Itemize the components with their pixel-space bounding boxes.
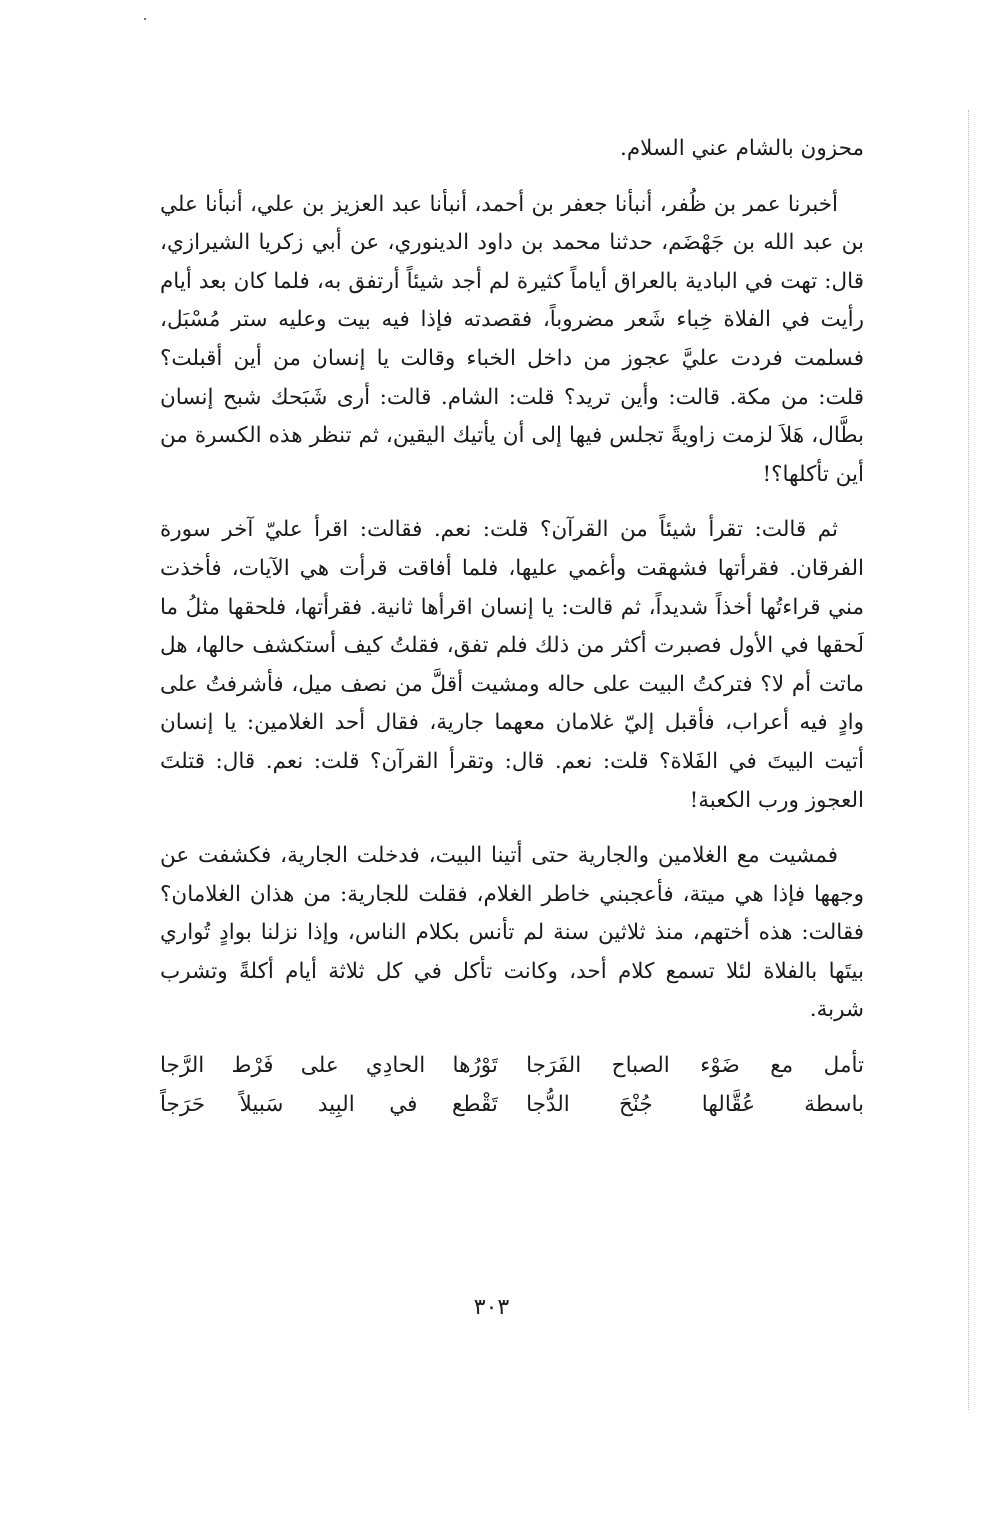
page-text xyxy=(160,130,864,1124)
verse-second-hemistich: تَوْرُها الحادِي على فَرْط الرَّجا xyxy=(160,1053,498,1079)
verse-first-hemistich: تأمل مع ضَوْء الصباح الفَرَجا xyxy=(526,1053,864,1079)
poem-verse xyxy=(160,1086,864,1125)
scan-edge-rule xyxy=(968,110,969,1410)
page-number: ٣٠٣ xyxy=(473,1295,510,1320)
poem xyxy=(160,1047,864,1124)
poem-verse xyxy=(160,1047,864,1086)
scan-speck xyxy=(144,18,146,20)
paragraph-opening: محزون بالشام عني السلام. xyxy=(620,136,864,161)
verse-second-hemistich: تَقْطع في البِيد سَبيلاً حَرَجاً xyxy=(160,1091,498,1117)
paragraph-narration: أخبرنا عمر بن ظُفر، أنبأنا جعفر بن أحمد، أنبأنا عبد العزيز بن علي، أنبأنا علي بن عبد الله بن جَهْضَم، حدثنا محمد بن داود الدينوري، عن أبي زكريا الشيرازي، قال: تهت في البادية بالعراق أياماً كثيرة لم أجد شيئاً أرتفق به، فلما كان بعد أيام رأيت في الفلاة خِباء شَعر مضروباً، فقصدته فإذا فيه بيت وعليه ستر مُسْبَل، فسلمت فردت عليَّ عجوز من داخل الخباء وقالت يا إنسان من أين أقبلت؟ قلت: من مكة. قالت: وأين تريد؟ قلت: الشام. قالت: أرى شَبَحك شبح إنسان بطَّال، هَلاَ لزمت زاويةً تجلس فيها إلى أن يأتيك اليقين، ثم تنظر هذه الكسرة من أين تأكلها؟! xyxy=(160,191,864,487)
paragraph-burial: فمشيت مع الغلامين والجارية حتى أتينا البيت، فدخلت الجارية، فكشفت عن وجهها فإذا هي ميتة، فأعجبني خاطر الغلام، فقلت للجارية: من هذان الغلامان؟ فقالت: هذه أختهم، منذ ثلاثين سنة لم تأنس بكلام الناس، وإذا نزلنا بوادٍ تُواري بيتَها بالفلاة لئلا تسمع كلام أحد، وكانت تأكل في كل ثلاثة أيام أكلةً وتشرب شربة. xyxy=(160,843,864,1023)
verse-first-hemistich: باسطة عُقَّالها جُنْحَ الدُّجا xyxy=(526,1091,864,1117)
paragraph-quran-reading: ثم قالت: تقرأ شيئاً من القرآن؟ قلت: نعم. فقالت: اقرأ عليّ آخر سورة الفرقان. فقرأتها فشهقت وأغمي عليها، فلما أفاقت قرأت هي الآيات، فأخذت مني قراءتُها أخذاً شديداً، ثم قالت: يا إنسان اقرأها ثانية. فقرأتها، فلحقها مثلُ ما لَحقها في الأول فصبرت أكثر من ذلك فلم تفق، فقلتُ كيف أستكشف حالها، هل ماتت أم لا؟ فتركتُ البيت على حاله ومشيت أقلَّ من نصف ميل، فأشرفتُ على وادٍ فيه أعراب، فأقبل إليّ غلامان معهما جارية، فقال أحد الغلامين: يا إنسان أتيت البيتَ في الفَلاة؟ قلت: نعم. قال: وتقرأ القرآن؟ قلت: نعم. قال: قتلتَ العجوز ورب الكعبة! xyxy=(160,517,864,813)
